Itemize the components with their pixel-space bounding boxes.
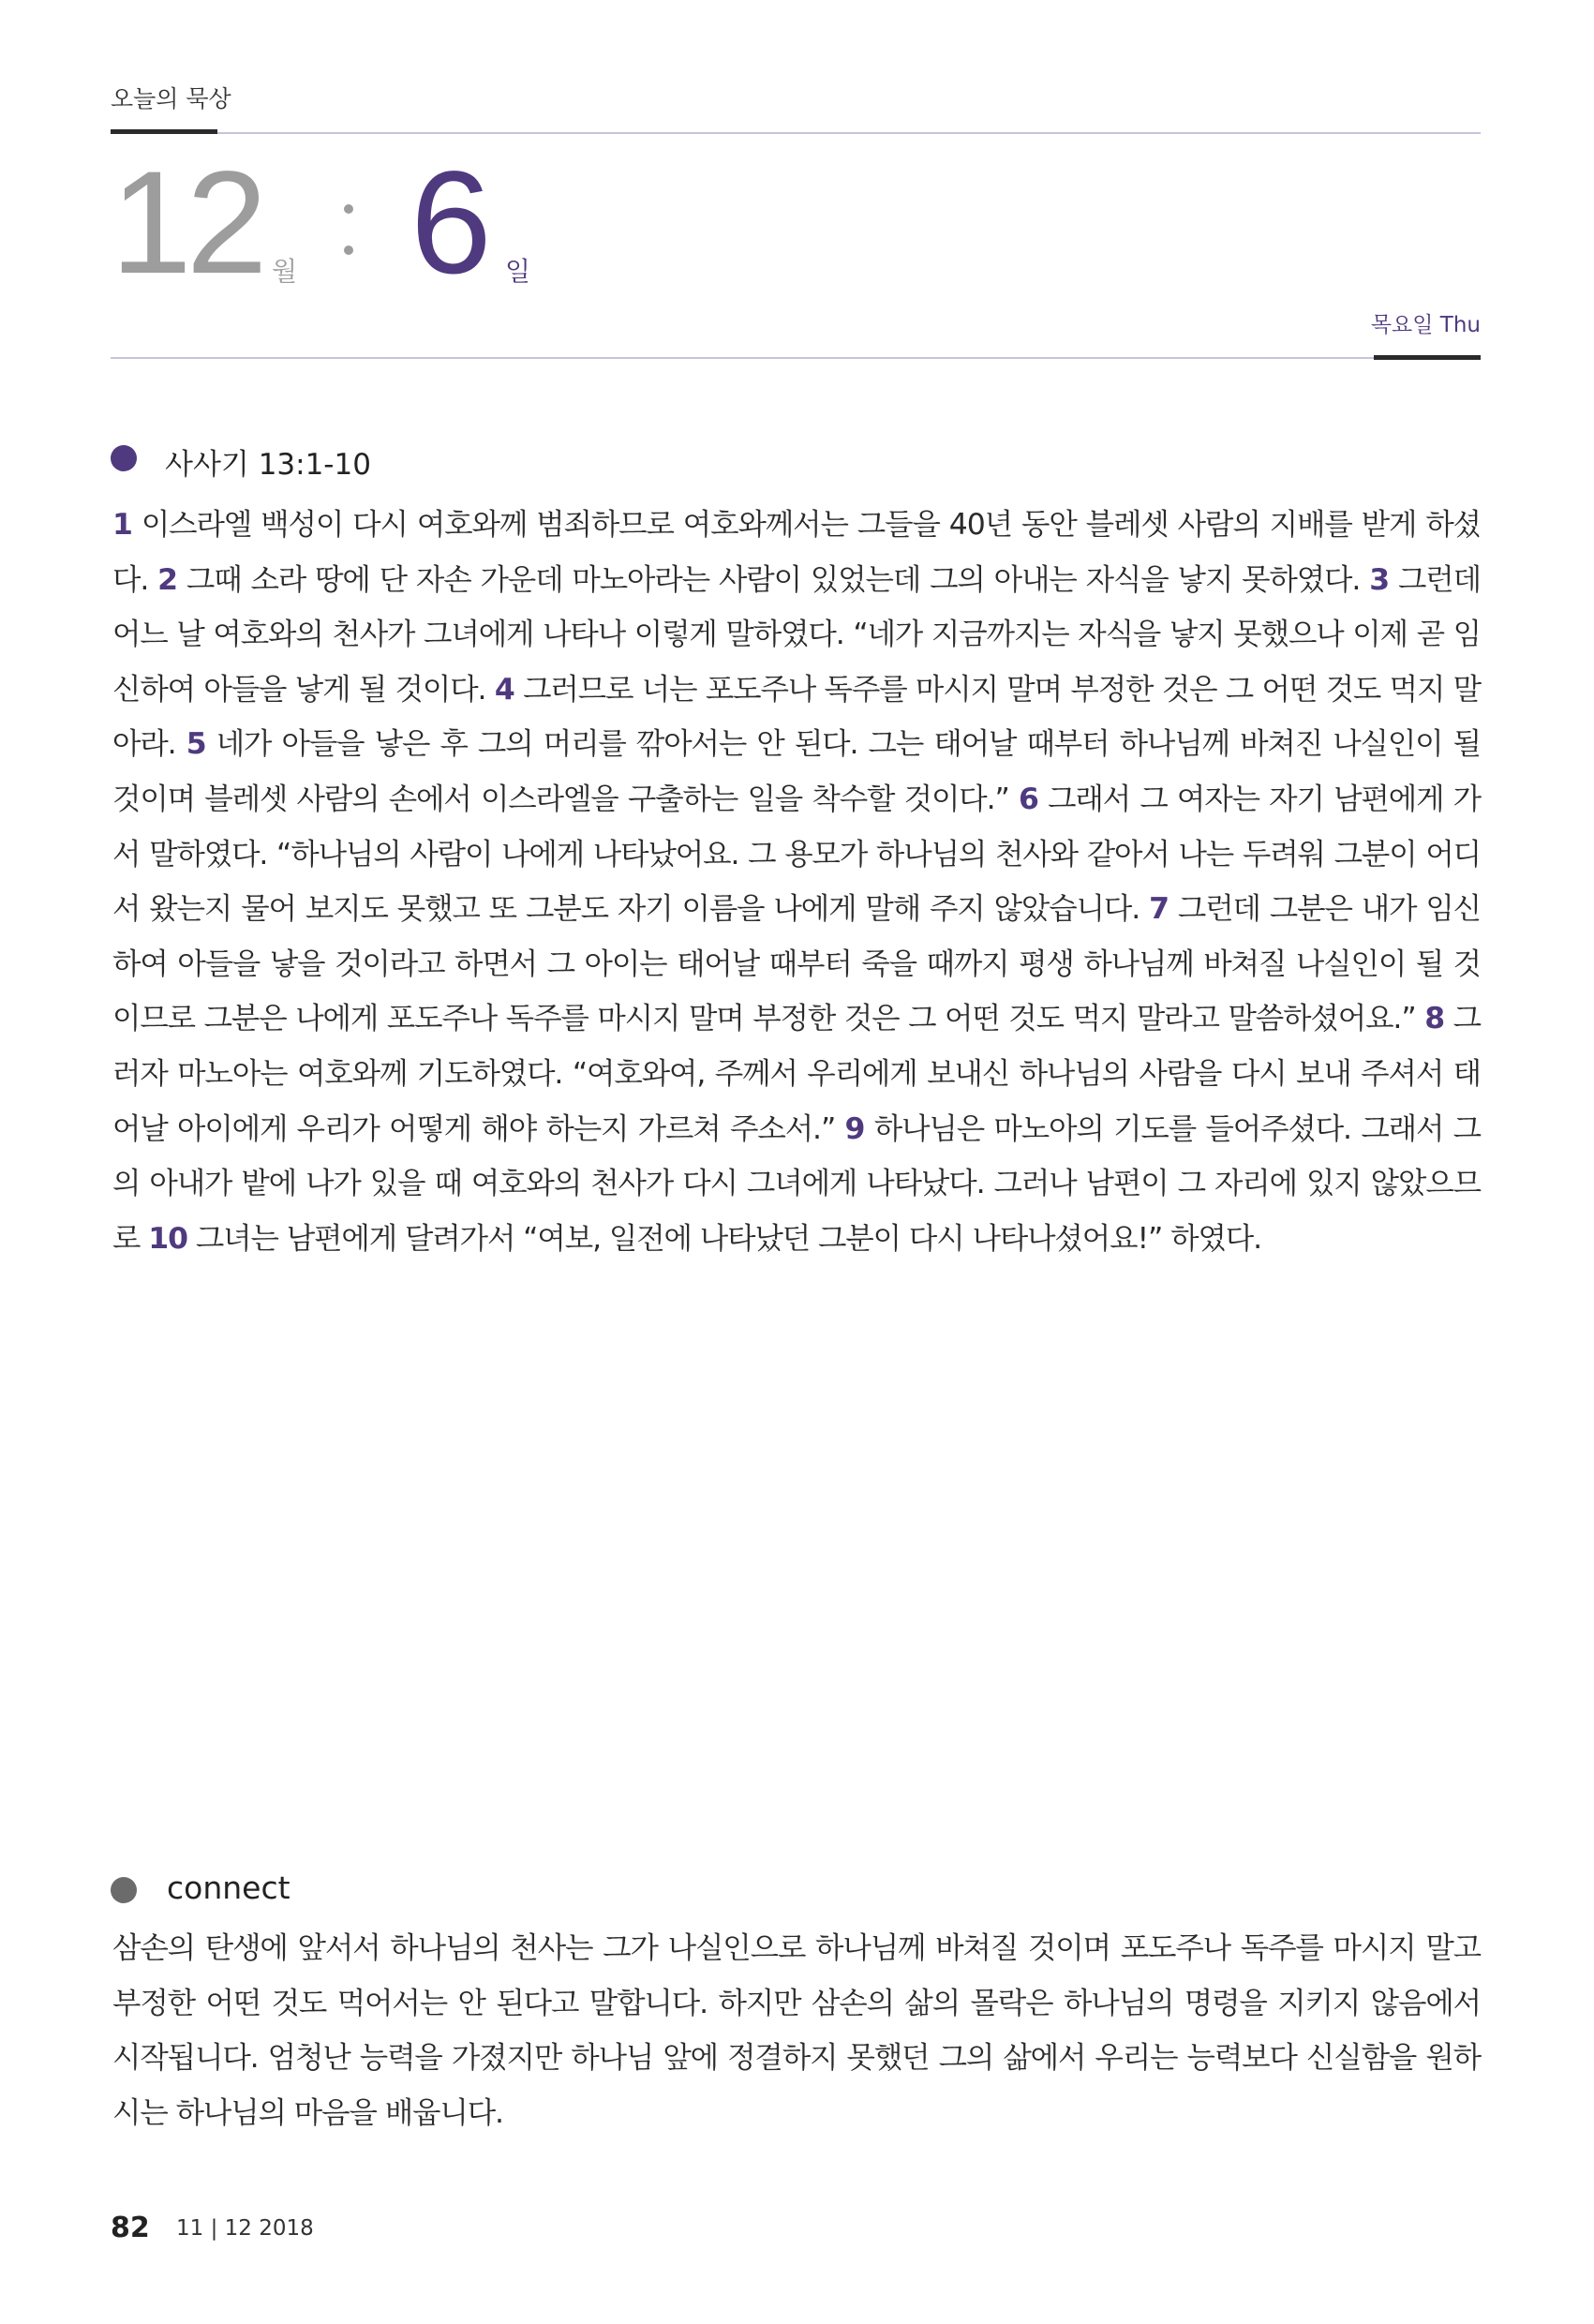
connect-heading: connect	[167, 1870, 290, 1906]
section-label: 오늘의 묵상	[111, 85, 231, 112]
top-divider	[111, 132, 1481, 134]
verse-number: 7	[1149, 892, 1169, 927]
verse-text: 그때 소라 땅에 단 자손 가운데 마노아라는 사람이 있었는데 그의 아내는 자식을 낳지 못하였다.	[186, 562, 1361, 597]
connect-bullet-icon	[111, 1877, 137, 1903]
page-number: 82	[111, 2212, 150, 2244]
verse-text: 그래서 그 여자는 자기 남편에게 가서 말하였다. “하나님의 사람이 나에게 나타났어요. 그 용모가 하나님의 천사와 같아서 나는 두려워 그분이 어디서 왔는지 물어 보지도 못했고 또 그분도 자기 이름을 나에게 말해 주지 않았습니다.	[112, 782, 1481, 927]
day-unit: 일	[505, 256, 531, 287]
month-unit: 월	[272, 256, 298, 287]
verse-text: 그러므로 너는 포도주나 독주를 마시지 말며 부정한 것은 그 어떤 것도 먹지 말아라.	[112, 672, 1481, 762]
verse-number: 5	[186, 727, 206, 762]
verse-number: 6	[1019, 782, 1038, 816]
day-number: 6	[410, 142, 492, 305]
colon-dot-icon	[344, 246, 353, 255]
verse-text: 그녀는 남편에게 달려가서 “여보, 일전에 나타났던 그분이 다시 나타나셨어요!” 하였다.	[195, 1221, 1262, 1256]
verse-number: 10	[148, 1221, 187, 1256]
verse-text: 이스라엘 백성이 다시 여호와께 범죄하므로 여호와께서는 그들을 40년 동안 블레셋 사람의 지배를 받게 하셨다.	[112, 508, 1481, 597]
issue-label: 11 | 12 2018	[176, 2216, 314, 2241]
top-divider-accent	[111, 129, 217, 134]
weekday-label: 목요일 Thu	[1370, 313, 1481, 337]
verse-number: 2	[157, 562, 177, 597]
connect-text: 삼손의 탄생에 앞서서 하나님의 천사는 그가 나실인으로 하나님께 바쳐질 것이며 포도주나 독주를 마시지 말고 부정한 어떤 것도 먹어서는 안 된다고 말합니다. 하지만 삼손의 삶의 몰락은 하나님의 명령을 지키지 않음에서 시작됩니다. 엄청난 능력을 가졌지만 하나님 앞에 정결하지 못했던 그의 삶에서 우리는 능력보다 신실함을 원하시는 하나님의 마음을 배웁니다.	[112, 1931, 1481, 2130]
verse-text: 네가 아들을 낳은 후 그의 머리를 깎아서는 안 된다. 그는 태어날 때부터 하나님께 바쳐진 나실인이 될 것이며 블레셋 사람의 손에서 이스라엘을 구출하는 일을 착수할 것이다.”	[112, 727, 1481, 816]
verse-number: 9	[844, 1111, 865, 1146]
verse-text: 그런데 어느 날 여호와의 천사가 그녀에게 나타나 이렇게 말하였다. “네가 지금까지는 자식을 낳지 못했으나 이제 곧 임신하여 아들을 낳게 될 것이다.	[112, 562, 1481, 707]
verse-number: 3	[1369, 562, 1390, 597]
scripture-text	[112, 498, 1481, 1266]
header-divider	[111, 357, 1481, 359]
scripture-reference: 사사기 13:1-10	[165, 448, 371, 482]
verse-text: 하나님은 마노아의 기도를 들어주셨다. 그래서 그의 아내가 밭에 나가 있을 때 여호와의 천사가 다시 그녀에게 나타났다. 그러나 남편이 그 자리에 있지 않았으므로	[112, 1111, 1481, 1256]
verse-number: 1	[112, 508, 132, 542]
scripture-bullet-icon	[111, 445, 137, 471]
colon-dot-icon	[344, 204, 353, 214]
verse-text: 그런데 그분은 내가 임신하여 아들을 낳을 것이라고 하면서 그 아이는 태어날 때부터 죽을 때까지 평생 하나님께 바쳐질 나실인이 될 것이므로 그분은 나에게 포도주나 독주를 마시지 말며 부정한 것은 그 어떤 것도 먹지 말라고 말씀하셨어요.”	[112, 892, 1482, 1036]
verse-text: 그러자 마노아는 여호와께 기도하였다. “여호와여, 주께서 우리에게 보내신 하나님의 사람을 다시 보내 주셔서 태어날 아이에게 우리가 어떻게 해야 하는지 가르쳐 주소서.”	[112, 1002, 1481, 1146]
header-divider-accent	[1374, 355, 1481, 360]
verse-number: 4	[494, 672, 514, 707]
month-number: 12	[111, 142, 262, 305]
verse-number: 8	[1424, 1002, 1445, 1036]
